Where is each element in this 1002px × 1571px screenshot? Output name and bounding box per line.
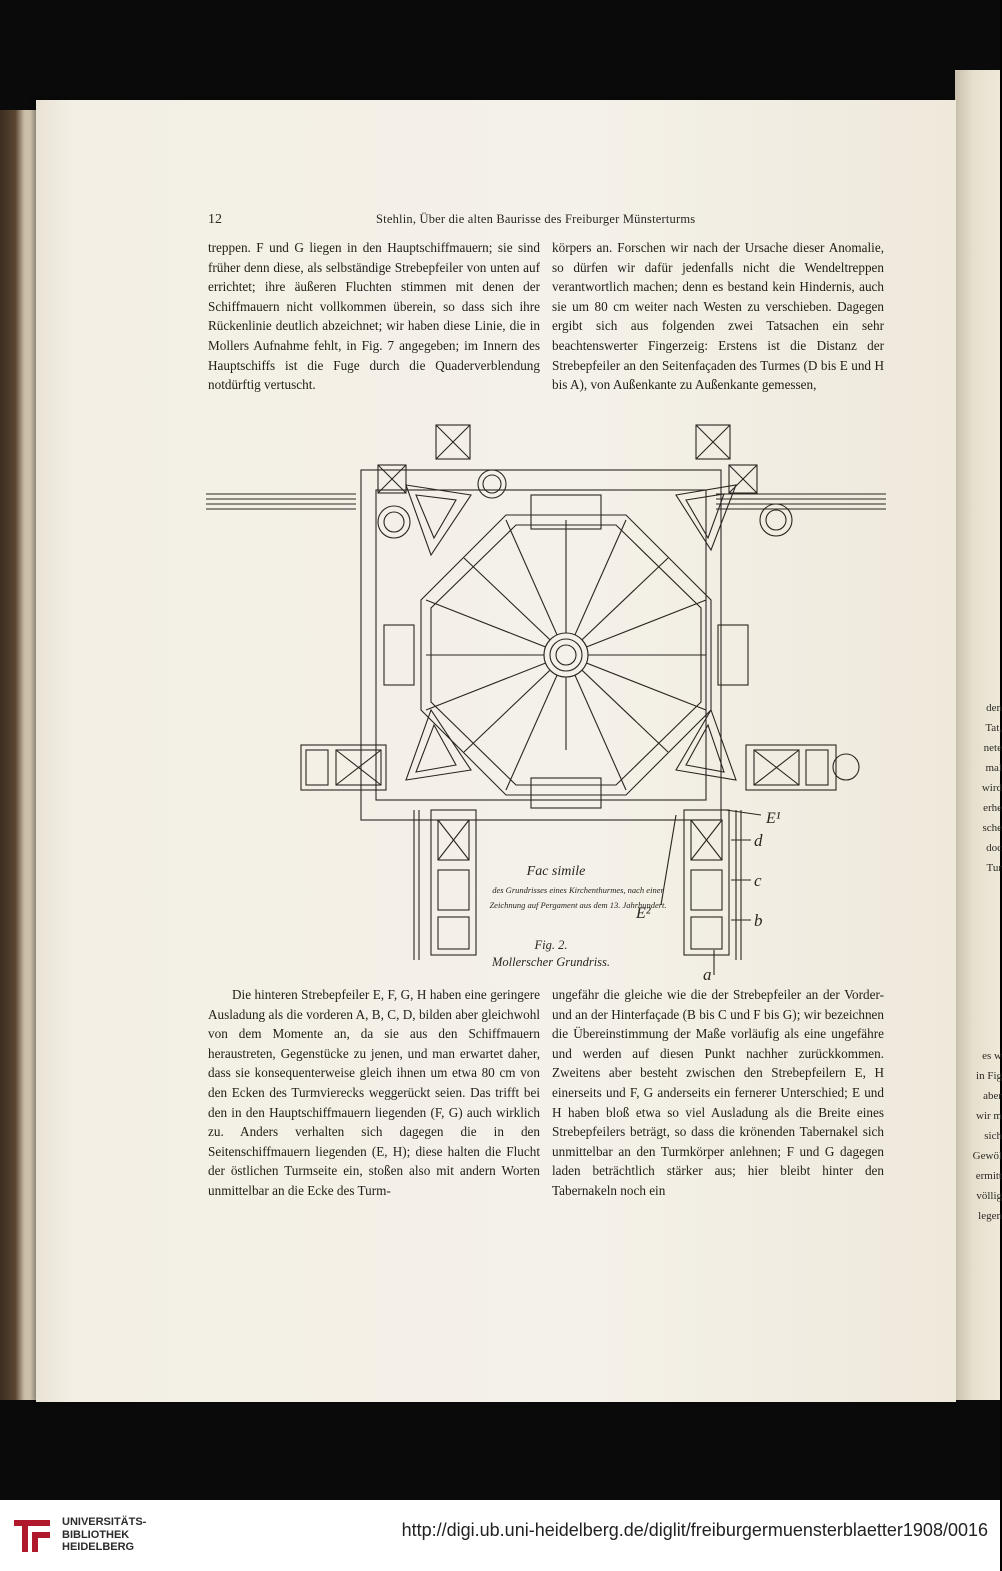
- facsimile-title: Fac simile: [526, 864, 586, 879]
- permalink-url[interactable]: http://digi.ub.uni-heidelberg.de/diglit/freiburgermuensterblaetter1908/0016: [401, 1520, 988, 1540]
- facsimile-line-2: Zeichnung auf Pergament aus dem 13. Jahrhundert.: [489, 900, 667, 910]
- running-head-title: Stehlin, Über die alten Baurisse des Freiburger Münsterturms: [376, 212, 696, 226]
- figure-number: Fig. 2.: [534, 938, 568, 952]
- text-column-top-left: [208, 238, 540, 395]
- facing-text-fragment: erhe: [983, 802, 1002, 814]
- paragraph: ungefähr die gleiche wie die der Strebepfeiler an der Vorder- und an der Hinterfaçade (B bis C und F bis G); wir bezeichnen die Übereinstimmung der Maße vorläufig als eine ungefähre und werden auf diesen Punkt nachher zurückkommen. Zweitens aber besteht zwischen den Strebepfeilern E, H einerseits und F, G anderseits ein fernerer Unterschied; E und H haben bloß etwa so viel Ausladung als die Breite eines Strebepfeilers beträgt, so dass die krönenden Tabernakel sich unmittelbar an den Turmkörper anlehnen; F und G dagegen laden beträchtlich stärker aus; hier bleibt hinter den Tabernakeln noch ein: [552, 987, 884, 1198]
- label-d: d: [754, 831, 763, 850]
- figure-caption: Mollerscher Grundriss.: [491, 955, 611, 969]
- facing-text-fragment: doc: [986, 842, 1002, 854]
- paragraph: körpers an. Forschen wir nach der Ursache dieser Anomalie, so dürfen wir dafür jedenfalls nicht die Wendeltreppen verantwortlich machen; denn es bestand kein Hindernis, auch sie um 80 cm weiter nach Westen zu verschieben. Dagegen ergibt sich aus folgenden zwei Tatsachen ein sehr beachtenswerter Fingerzeig: Erstens ist die Distanz der Strebepfeiler an den Seitenfaçaden des Turmes (D bis E und H bis A), von Außenkante zu Außenkante gemessen,: [552, 240, 884, 393]
- facing-text-fragment: sche: [982, 822, 1002, 834]
- label-a: a: [703, 965, 712, 984]
- text-column-bottom-right: [552, 985, 884, 1201]
- facing-text-fragment: Tur: [986, 862, 1002, 874]
- page-number: 12: [208, 212, 222, 227]
- label-e2: E²: [636, 905, 651, 922]
- facing-text-fragment: Gewöl: [972, 1150, 1002, 1162]
- library-name: [62, 1516, 146, 1554]
- running-header: [36, 212, 956, 232]
- facing-text-fragment: den: [986, 702, 1002, 714]
- facing-text-fragment: sich: [984, 1130, 1002, 1142]
- label-b: b: [754, 911, 763, 930]
- library-name-line: BIBLIOTHEK: [62, 1528, 130, 1541]
- facing-text-fragment: legen: [978, 1210, 1002, 1222]
- facsimile-line-1: des Grundrisses eines Kirchenthurmes, nach einer: [492, 885, 664, 895]
- text-column-bottom-left: [208, 985, 540, 1201]
- facing-text-fragment: mal: [985, 762, 1002, 774]
- library-name-line: HEIDELBERG: [62, 1541, 135, 1553]
- book-page: [36, 100, 956, 1402]
- paragraph: Die hinteren Strebepfeiler E, F, G, H haben eine geringere Ausladung als die vorderen A, B, C, D, bilden aber gleichwohl von dem Momente an, da sie aus den Schiffmauern heraustreten, Gegenstücke zu jenen, und man erwartet daher, dass sie konsequenterweise gleich ihnen um etwa 80 cm von den Ecken des Turmvierecks weggerückt seien. Das trifft bei den in den Hauptschiffmauern liegenden (F, G) auch wirklich zu. Anders verhalten sich dagegen die in den Seitenschiffmauern liegenden (E, H); diese halten die Flucht der östlichen Turmseite ein, stoßen also mit andern Worten unmittelbar an die Ecke des Turm-: [208, 987, 540, 1198]
- university-library-logo: [10, 1512, 56, 1558]
- facing-text-fragment: in Fig: [976, 1070, 1002, 1082]
- facing-page-edge: [955, 70, 1000, 1400]
- paragraph: treppen. F und G liegen in den Hauptschiffmauern; sie sind früher denn diese, als selbständige Strebepfeiler von unten auf errichtet; ihre äußeren Fluchten stimmen mit denen der Schiffmauern nicht vollkommen überein, so dass sich ihre Rückenlinie deutlich abzeichnet; wir haben diese Linie, die in Mollers Aufnahme fehlt, in Fig. 7 angegeben; im Innern des Hauptschiffs ist die Fuge durch die Quaderverblendung notdürftig vertuscht.: [208, 240, 540, 393]
- library-name-line: UNIVERSITÄTS-: [62, 1516, 147, 1528]
- facing-text-fragment: nete: [983, 742, 1002, 754]
- label-e1: E¹: [766, 810, 781, 827]
- facing-text-fragment: Tat,: [985, 722, 1002, 734]
- facing-text-fragment: völlig: [976, 1190, 1002, 1202]
- facing-text-fragment: wir m: [976, 1110, 1002, 1122]
- library-footer: [0, 1500, 1000, 1571]
- facing-text-fragment: wird: [981, 782, 1002, 794]
- text-column-top-right: [552, 238, 884, 395]
- facing-text-fragment: ermitt: [975, 1170, 1002, 1182]
- facing-text-fragment: es w: [982, 1050, 1002, 1062]
- label-c: c: [754, 871, 762, 890]
- facing-text-fragment: aber: [983, 1090, 1002, 1102]
